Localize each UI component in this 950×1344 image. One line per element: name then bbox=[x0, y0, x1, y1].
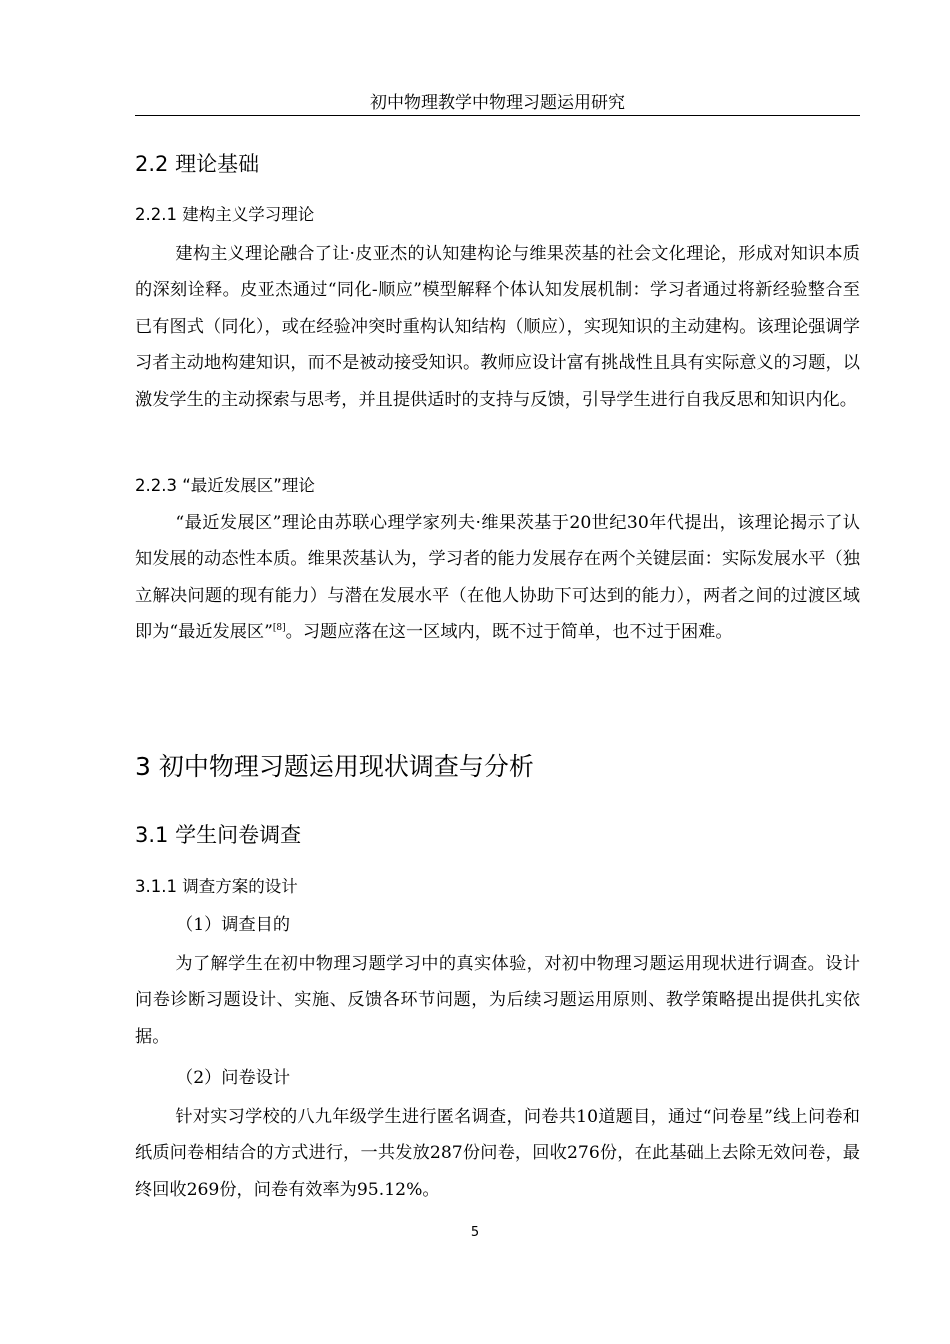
subsection-heading-2-2-1: 2.2.1 建构主义学习理论 bbox=[135, 205, 315, 224]
section-heading-3-1: 3.1 学生问卷调查 bbox=[135, 823, 302, 847]
paragraph-zpd-text-end: 。习题应落在这一区域内，既不过于简单，也不过于困难。 bbox=[285, 622, 733, 643]
page-number: 5 bbox=[470, 1225, 480, 1240]
item-label-questionnaire-design: （2）问卷设计 bbox=[176, 1068, 291, 1088]
running-header: 初中物理教学中物理习题运用研究 bbox=[135, 92, 860, 116]
paragraph-constructivism: 建构主义理论融合了让·皮亚杰的认知建构论与维果茨基的社会文化理论，形成对知识本质的深刻诠释。皮亚杰通过“同化-顺应”模型解释个体认知发展机制：学习者通过将新经验整合至已有图式（同化），或在经验冲突时重构认知结构（顺应），实现知识的主动建构。该理论强调学习者主动地构建知识，而不是被动接受知识。教师应设计富有挑战性且具有实际意义的习题，以激发学生的主动探索与思考，并且提供适时的支持与反馈，引导学生进行自我反思和知识内化。 bbox=[135, 244, 860, 410]
chapter-heading-3: 3 初中物理习题运用现状调查与分析 bbox=[135, 752, 534, 781]
paragraph-zpd bbox=[135, 505, 860, 651]
item-label-survey-purpose: （1）调查目的 bbox=[176, 915, 291, 935]
subsection-heading-2-2-3: 2.2.3 “最近发展区”理论 bbox=[135, 476, 315, 495]
paragraph-zpd-text: “最近发展区”理论由苏联心理学家列夫·维果茨基于20世纪30年代提出，该理论揭示了认知发展的动态性本质。维果茨基认为，学习者的能力发展存在两个关键层面：实际发展水平（独立解决问题的现有能力）与潜在发展水平（在他人协助下可达到的能力），两者之间的过渡区域即为“最近发展区” bbox=[135, 513, 860, 643]
citation-reference: [8] bbox=[272, 623, 286, 634]
paragraph-survey-purpose: 为了解学生在初中物理习题学习中的真实体验，对初中物理习题运用现状进行调查。设计问卷诊断习题设计、实施、反馈各环节问题，为后续习题运用原则、教学策略提出提供扎实依据。 bbox=[135, 954, 860, 1047]
section-heading-2-2: 2.2 理论基础 bbox=[135, 152, 260, 176]
paragraph-questionnaire-design: 针对实习学校的八九年级学生进行匿名调查，问卷共10道题目，通过“问卷星”线上问卷和纸质问卷相结合的方式进行，一共发放287份问卷，回收276份，在此基础上去除无效问卷，最终回收269份，问卷有效率为95.12%。 bbox=[135, 1107, 860, 1200]
subsection-heading-3-1-1: 3.1.1 调查方案的设计 bbox=[135, 877, 298, 896]
